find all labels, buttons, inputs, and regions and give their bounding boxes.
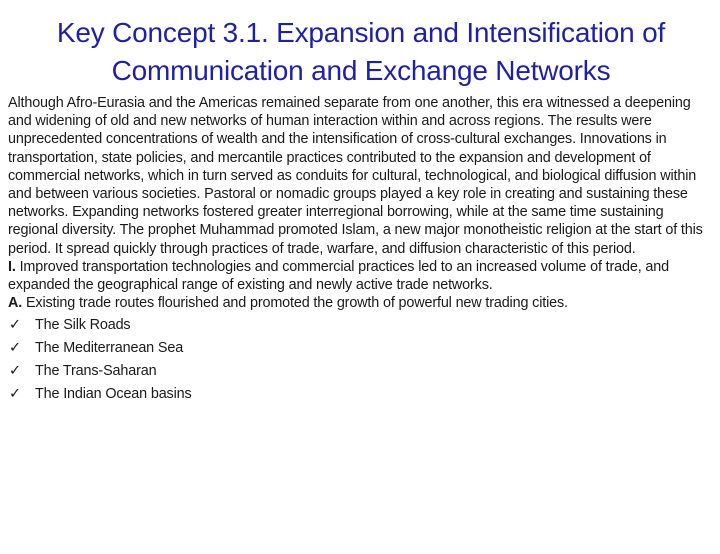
section-a — [8, 294, 714, 312]
section-i-marker: I. — [8, 258, 16, 275]
slide — [0, 14, 720, 554]
slide-title — [8, 14, 714, 90]
check-icon: ✓ — [9, 386, 21, 403]
list-item-label: The Silk Roads — [35, 317, 131, 334]
list-item — [8, 360, 714, 383]
title-line-2: Communication and Exchange Networks — [111, 55, 611, 86]
section-a-text: Existing trade routes flourished and promoted the growth of powerful new trading cities. — [25, 295, 568, 312]
slide-body — [8, 94, 714, 406]
list-item — [8, 337, 714, 360]
checklist — [8, 314, 714, 406]
section-i-text: Improved transportation technologies and commercial practices led to an increased volume of trade, and expanded the geographical range of existing and newly active trade networks. — [8, 258, 669, 294]
check-icon: ✓ — [9, 363, 21, 380]
check-icon: ✓ — [9, 317, 21, 334]
intro-paragraph: Although Afro-Eurasia and the Americas remained separate from one another, this era witnessed a deepening and widening of old and new networks of human interaction within and across regions. The results were unprecedented concentrations of wealth and the intensification of cross-cultural exchanges. Innovations in transportation, state policies, and mercantile practices contributed to the expansion and development of commercial networks, which in turn served as conduits for cultural, technological, and biological diffusion within and between various societies. Pastoral or nomadic groups played a key role in creating and sustaining these networks. Expanding networks fostered greater interregional borrowing, while at the same time sustaining regional diversity. The prophet Muhammad promoted Islam, a new major monotheistic religion at the start of this period. It spread quickly through practices of trade, warfare, and diffusion characteristic of this period. — [8, 95, 703, 257]
check-icon: ✓ — [9, 340, 21, 357]
section-a-marker: A. — [8, 295, 23, 312]
title-line-1: Key Concept 3.1. Expansion and Intensification of — [56, 17, 666, 48]
list-item-label: The Indian Ocean basins — [35, 386, 192, 403]
list-item-label: The Mediterranean Sea — [35, 340, 184, 357]
section-i — [8, 258, 714, 294]
list-item-label: The Trans-Saharan — [35, 363, 157, 380]
list-item — [8, 383, 714, 406]
list-item — [8, 314, 714, 337]
